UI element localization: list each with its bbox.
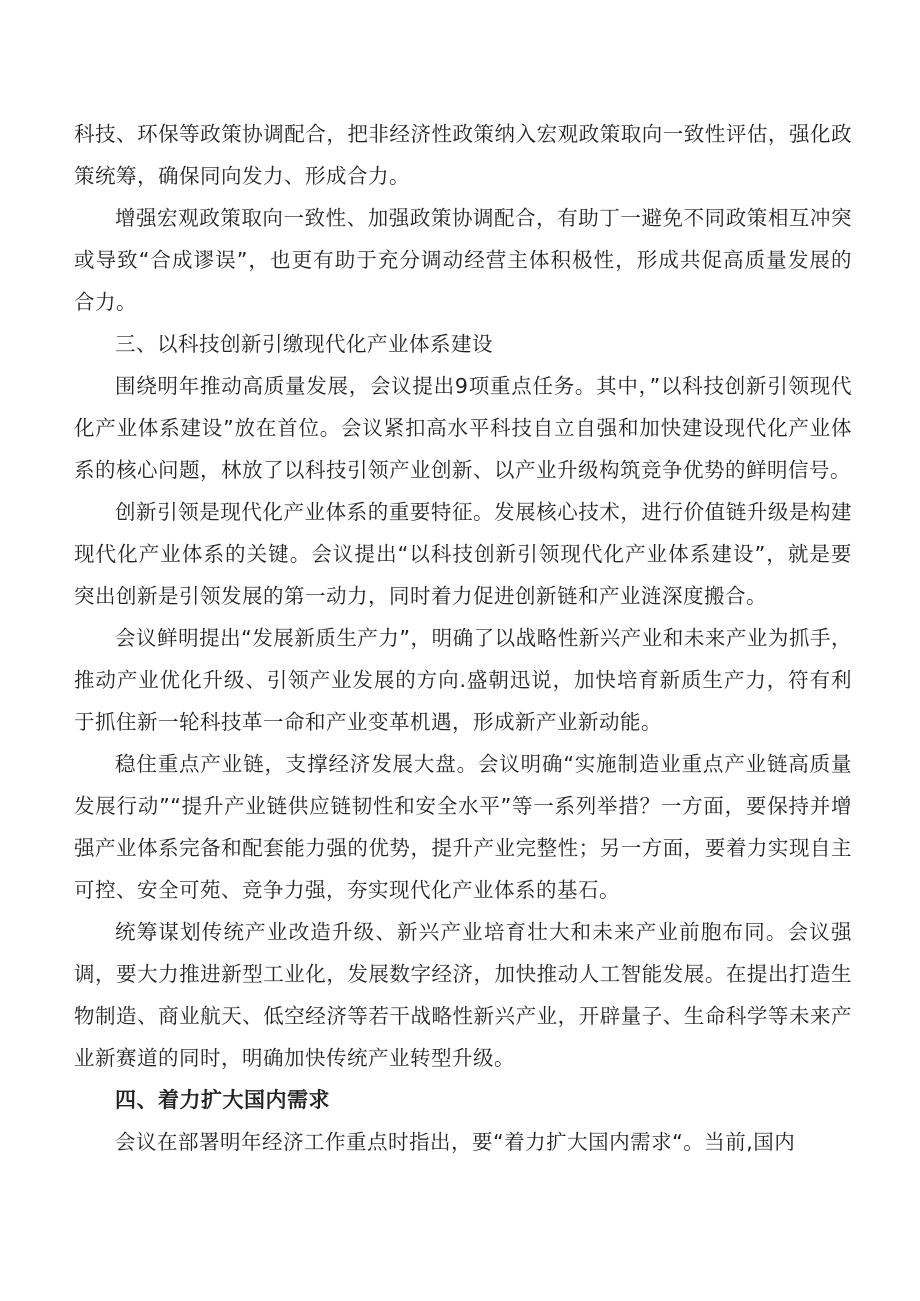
paragraph-industrial-chain: 稳住重点产业链，支撑经济发展大盘。会议明确“实施制造业重点产业链高质量发展行动”“提升产业链供应链韧性和安全水平”等一系列举措？一方面，要保持并增强产业体系完备和配套能力强的优势，提升产业完整性；另一方面，要着力实现自主可控、安全可苑、竞争力强，夯实现代化产业体系的基石。 — [74, 752, 852, 902]
paragraph-policy-coordination-continued: 科技、环保等政策协调配合，把非经济性政策纳入宏观政策取向一致性评估，强化政策统筹，确保同向发力、形成合力。 — [74, 122, 852, 188]
paragraph-new-productive-forces: 会议鲜明提出“发展新质生产力”，明确了以战略性新兴产业和未来产业为抓手，推动产业优化升级、引领产业发展的方向.盛朝迅说，加快培育新质生产力，符有利于抓住新一轮科技革一命和产业变革机遇，形成新产业新动能。 — [74, 626, 852, 734]
paragraph-policy-consistency: 增强宏观政策取向一致性、加强政策协调配合，有助丁一避免不同政策相互冲突或导致“合成谬误”，也更有助于充分调动经营主体积极性，形成共促高质量发展的合力。 — [74, 206, 852, 314]
section-heading-3: 三、以科技创新引缴现代化产业体系建设 — [115, 332, 493, 356]
document-body — [74, 113, 852, 1163]
paragraph-traditional-industries: 统筹谋划传统产业改造升级、新兴产业培育壮大和未来产业前胞布同。会议强调，要大力推进新型工业化，发展数字经济，加快推动人工智能发展。在提出打造生物制造、商业航天、低空经济等若干战略性新兴产业，开辟量子、生命科学等未来产业新赛道的同时，明确加快传统产业转型升级。 — [74, 920, 852, 1070]
paragraph-innovation-leadership: 创新引领是现代化产业体系的重要特征。发展核心技术，进行价值链升级是构建现代化产业体系的关键。会议提出“以科技创新引领现代化产业体系建设”，就是要突出创新是引领发展的第一动力，同时着力促进创新链和产业涟深度搬合。 — [74, 500, 852, 608]
paragraph-domestic-demand: 会议在部署明年经济工作重点时指出，要“着力扩大国内需求“。当前,国内 — [115, 1130, 796, 1154]
section-heading-4: 四、着力扩大国内需求 — [115, 1088, 330, 1112]
paragraph-nine-key-tasks: 围绕明年推动高质量发展，会议提出9项重点任务。其中，”以科技创新引领现代化产业体系建设”放在首位。会议紧扣高水平科技自立自强和加快建设现代化产业体系的核心问题，林放了以科技引领产业创新、以产业升级构筑竞争优势的鲜明信号。 — [74, 374, 852, 482]
